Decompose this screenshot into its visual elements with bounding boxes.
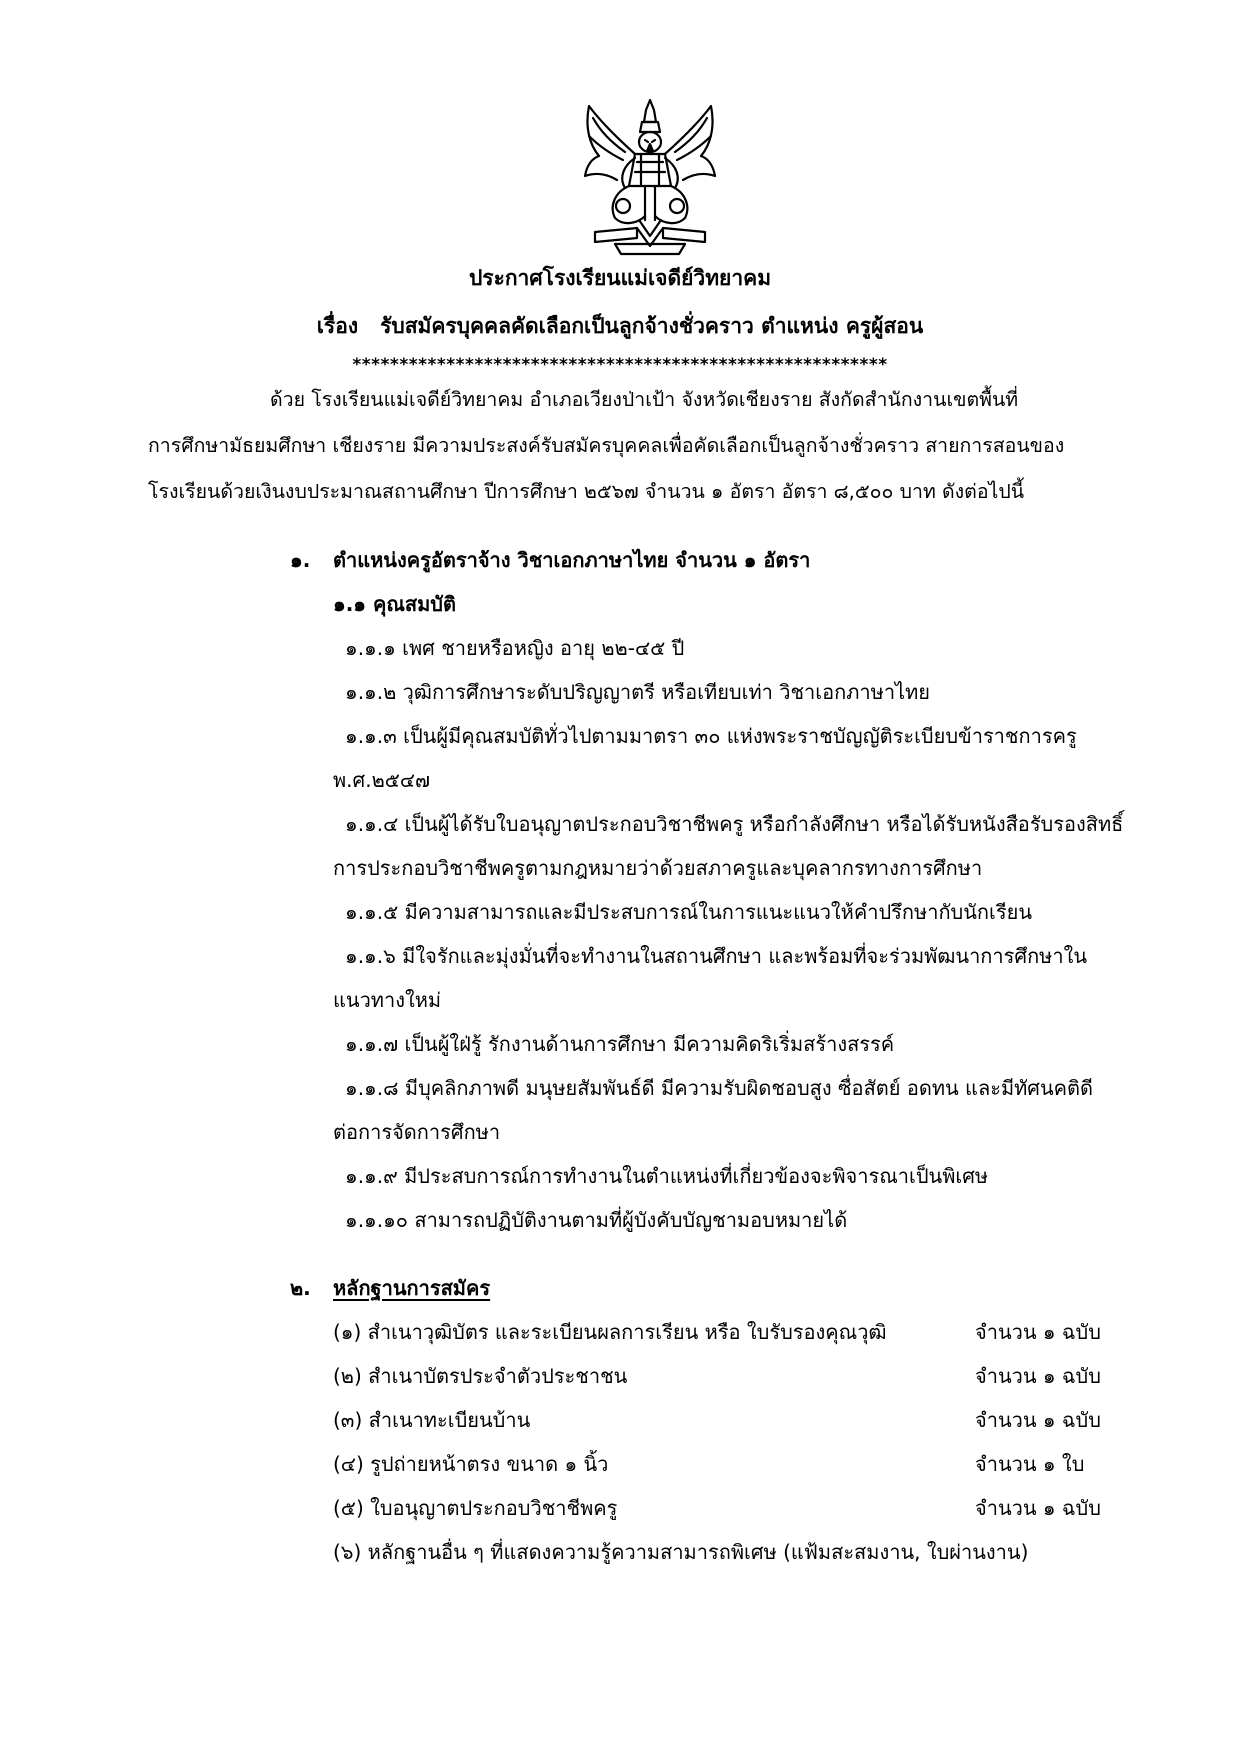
document-item-qty: จำนวน ๑ ฉบับ xyxy=(975,1496,1101,1520)
qualification-line: ๑.๑.๑๐ สามารถปฏิบัติงานตามที่ผู้บังคับบัญชามอบหมายได้ xyxy=(345,1208,848,1232)
qualification-line: ๑.๑.๔ เป็นผู้ได้รับใบอนุญาตประกอบวิชาชีพครู หรือกำลังศึกษา หรือได้รับหนังสือรับรองสิทธิ์ xyxy=(345,812,1124,836)
qualification-line: ๑.๑.๗ เป็นผู้ใฝ่รู้ รักงานด้านการศึกษา มีความคิดริเริ่มสร้างสรรค์ xyxy=(345,1032,895,1056)
document-item-label: (๖) หลักฐานอื่น ๆ ที่แสดงความรู้ความสามารถพิเศษ (แฟ้มสะสมงาน, ใบผ่านงาน) xyxy=(333,1540,1029,1564)
intro-line-2: การศึกษามัธยมศึกษา เชียงราย มีความประสงค์รับสมัครบุคคลเพื่อคัดเลือกเป็นลูกจ้างชั่วคราว สายการสอนของ xyxy=(148,434,1065,457)
section-2-heading-wrap xyxy=(333,1276,490,1300)
page-title: ประกาศโรงเรียนแม่เจดีย์วิทยาคม xyxy=(468,266,772,290)
section-2-heading: หลักฐานการสมัคร xyxy=(333,1276,491,1300)
document-item-qty: จำนวน ๑ ฉบับ xyxy=(975,1364,1101,1388)
qualification-line: พ.ศ.๒๕๔๗ xyxy=(333,768,431,792)
qualification-line: ต่อการจัดการศึกษา xyxy=(333,1120,501,1144)
document-item-label: (๑) สำเนาวุฒิบัตร และระเบียนผลการเรียน หรือ ใบรับรองคุณวุฒิ xyxy=(333,1320,887,1344)
document-item-qty: จำนวน ๑ ฉบับ xyxy=(975,1408,1101,1432)
garuda-emblem-icon xyxy=(575,96,725,266)
subject-line xyxy=(0,314,1240,339)
qualification-line: ๑.๑.๙ มีประสบการณ์การทำงานในตำแหน่งที่เกี่ยวข้องจะพิจารณาเป็นพิเศษ xyxy=(345,1164,989,1188)
section-1-subheading: ๑.๑ คุณสมบัติ xyxy=(333,592,456,616)
qualification-line: ๑.๑.๓ เป็นผู้มีคุณสมบัติทั่วไปตามมาตรา ๓๐ แห่งพระราชบัญญัติระเบียบข้าราชการครู xyxy=(345,724,1077,748)
qualification-line: แนวทางใหม่ xyxy=(333,988,442,1012)
qualification-line: ๑.๑.๒ วุฒิการศึกษาระดับปริญญาตรี หรือเทียบเท่า วิชาเอกภาษาไทย xyxy=(345,680,931,704)
subject-text: รับสมัครบุคคลคัดเลือกเป็นลูกจ้างชั่วคราว ตำแหน่ง ครูผู้สอน xyxy=(380,314,924,338)
qualification-line: ๑.๑.๕ มีความสามารถและมีประสบการณ์ในการแนะแนวให้คำปรึกษากับนักเรียน xyxy=(345,900,1032,924)
subject-label: เรื่อง xyxy=(316,314,359,338)
intro-line-3: โรงเรียนด้วยเงินงบประมาณสถานศึกษา ปีการศึกษา ๒๕๖๗ จำนวน ๑ อัตรา อัตรา ๘,๕๐๐ บาท ดังต่อไปนี้ xyxy=(148,480,1025,503)
document-item-qty: จำนวน ๑ ฉบับ xyxy=(975,1320,1101,1344)
qualification-line: ๑.๑.๘ มีบุคลิกภาพดี มนุษยสัมพันธ์ดี มีความรับผิดชอบสูง ซื่อสัตย์ อดทน และมีทัศนคติดี xyxy=(345,1076,1094,1100)
section-1-number: ๑. xyxy=(290,548,311,572)
intro-line-1: ด้วย โรงเรียนแม่เจดีย์วิทยาคม อำเภอเวียงป่าเป้า จังหวัดเชียงราย สังกัดสำนักงานเขตพื้นที่ xyxy=(270,388,1019,411)
document-item-label: (๓) สำเนาทะเบียนบ้าน xyxy=(333,1408,531,1432)
document-item-label: (๒) สำเนาบัตรประจำตัวประชาชน xyxy=(333,1364,628,1388)
separator: ********************************************************* xyxy=(352,355,888,375)
document-item-qty: จำนวน ๑ ใบ xyxy=(975,1452,1085,1476)
document-item-label: (๕) ใบอนุญาตประกอบวิชาชีพครู xyxy=(333,1496,618,1520)
qualification-line: ๑.๑.๖ มีใจรักและมุ่งมั่นที่จะทำงานในสถานศึกษา และพร้อมที่จะร่วมพัฒนาการศึกษาใน xyxy=(345,944,1088,968)
document-item-label: (๔) รูปถ่ายหน้าตรง ขนาด ๑ นิ้ว xyxy=(333,1452,609,1476)
qualification-line: ๑.๑.๑ เพศ ชายหรือหญิง อายุ ๒๒-๔๕ ปี xyxy=(345,636,685,660)
section-2-number: ๒. xyxy=(290,1276,311,1300)
qualification-line: การประกอบวิชาชีพครูตามกฎหมายว่าด้วยสภาครูและบุคลากรทางการศึกษา xyxy=(333,856,983,880)
section-1-heading: ตำแหน่งครูอัตราจ้าง วิชาเอกภาษาไทย จำนวน ๑ อัตรา xyxy=(333,548,811,572)
